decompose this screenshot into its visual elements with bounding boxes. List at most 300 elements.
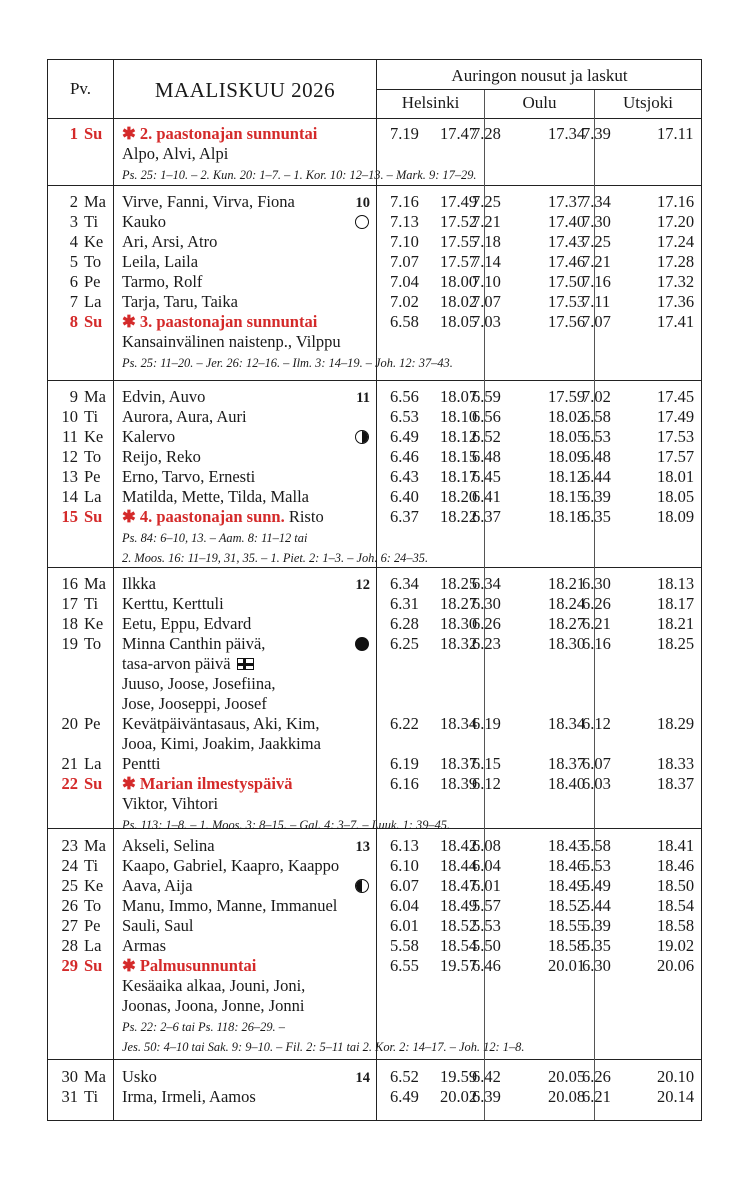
name-day-text: Risto: [284, 507, 324, 526]
name-day-text: [122, 754, 161, 774]
name-day-text: [122, 272, 202, 292]
name-day-text: [122, 467, 255, 487]
sunset-time: 19.02: [657, 936, 695, 955]
sunrise-time: 7.39: [582, 124, 611, 143]
day-number: 25: [61, 876, 78, 895]
holiday-name: [122, 774, 292, 794]
name-day-text: [122, 574, 156, 594]
sunrise-time: 6.26: [582, 1067, 611, 1086]
day-number: 20: [61, 714, 78, 733]
name-text: Virve, Fanni, Virva, Fiona: [122, 192, 295, 211]
last-quarter-moon-icon: [355, 879, 369, 893]
sunrise-time: 7.07: [582, 312, 611, 331]
sunset-time: 18.29: [657, 714, 695, 733]
sunset-time: 18.12: [440, 427, 478, 446]
sunrise-time: 6.07: [390, 876, 419, 895]
sunset-time: 18.34: [548, 714, 586, 733]
name-day-text: [122, 1087, 256, 1107]
sunrise-time: 6.39: [582, 487, 611, 506]
day-of-week: Ma: [84, 192, 106, 211]
sunset-time: 17.36: [657, 292, 695, 311]
day-of-week: To: [84, 252, 102, 271]
sunrise-time: 6.22: [390, 714, 419, 733]
sunset-time: 18.17: [657, 594, 695, 613]
sunset-time: 18.12: [548, 467, 586, 486]
sunrise-time: 5.39: [582, 916, 611, 935]
name-text: Kansainvälinen naistenp., Vilppu: [122, 332, 341, 351]
name-text: Kauko: [122, 212, 166, 231]
sunrise-time: 6.53: [390, 407, 419, 426]
sunset-time: 18.32: [440, 634, 478, 653]
sunset-time: 18.30: [440, 614, 478, 633]
scripture-reference: Jes. 50: 4–10 tai Sak. 9: 9–10. – Fil. 2: 5–11 tai 2. Kor. 2: 14–17. – Joh. 12: 1–8.: [122, 1040, 525, 1054]
sunrise-time: 6.49: [390, 427, 419, 446]
day-number: 28: [61, 936, 78, 955]
name-text: Jooa, Kimi, Joakim, Jaakkima: [122, 734, 321, 753]
holiday-star-icon: ✱: [122, 507, 136, 526]
sunrise-time: 6.13: [390, 836, 419, 855]
sunrise-time: 7.21: [582, 252, 611, 271]
name-day-text: [122, 896, 337, 916]
name-day-text: [122, 876, 193, 896]
sunset-time: 17.34: [548, 124, 586, 143]
sunrise-time: 7.25: [582, 232, 611, 251]
scripture-reference: Ps. 84: 6–10, 13. – Aam. 8: 11–12 tai: [122, 531, 308, 545]
sunset-time: 20.02: [440, 1087, 478, 1106]
sunset-time: 18.05: [657, 487, 695, 506]
sunrise-time: 6.19: [390, 754, 419, 773]
name-day-text: [122, 836, 215, 856]
sunset-time: 18.47: [440, 876, 478, 895]
name-day-text: [122, 407, 247, 427]
name-text: tasa-arvon päivä: [122, 654, 231, 673]
day-of-week: Ti: [84, 594, 99, 613]
sunrise-time: 6.30: [472, 594, 501, 613]
name-text: Usko: [122, 1067, 157, 1086]
sunrise-time: 6.08: [472, 836, 501, 855]
day-number: 29: [61, 956, 78, 975]
scripture-reference: Ps. 25: 1–10. – 2. Kun. 20: 1–7. – 1. Kor. 10: 12–13. – Mark. 9: 17–29.: [122, 168, 477, 182]
name-day-text: [122, 674, 276, 694]
header-divider: [48, 118, 702, 119]
day-number: 21: [61, 754, 78, 773]
sunrise-time: 6.37: [472, 507, 501, 526]
sunrise-time: 6.07: [582, 754, 611, 773]
sunset-time: 18.33: [657, 754, 695, 773]
sunrise-time: 6.52: [472, 427, 501, 446]
sunset-time: 18.37: [548, 754, 586, 773]
sunrise-time: 6.52: [390, 1067, 419, 1086]
sunset-time: 17.53: [657, 427, 695, 446]
holiday-title: 4. paastonajan sunn.: [139, 507, 285, 526]
name-text: Juuso, Joose, Josefiina,: [122, 674, 276, 693]
sunrise-time: 6.48: [582, 447, 611, 466]
name-text: Minna Canthin päivä,: [122, 634, 266, 653]
name-text: Aurora, Aura, Auri: [122, 407, 247, 426]
sunrise-time: 6.48: [472, 447, 501, 466]
name-day-text: [122, 144, 228, 164]
sunrise-time: 6.16: [582, 634, 611, 653]
holiday-title: Marian ilmestyspäivä: [139, 774, 293, 793]
sunrise-time: 7.14: [472, 252, 501, 271]
sunset-time: 17.24: [657, 232, 695, 251]
name-text: Viktor, Vihtori: [122, 794, 219, 813]
sunrise-time: 6.49: [390, 1087, 419, 1106]
sunrise-time: 7.11: [582, 292, 611, 311]
day-of-week: Ma: [84, 1067, 106, 1086]
name-text: Reijo, Reko: [122, 447, 201, 466]
city-utsjoki: Utsjoki: [622, 93, 674, 112]
name-text: Kerttu, Kerttuli: [122, 594, 224, 613]
day-of-week: Ke: [84, 232, 104, 251]
day-number: 8: [69, 312, 78, 331]
name-day-text: [122, 447, 201, 467]
day-of-week: La: [84, 754, 102, 773]
name-day-text: [122, 1067, 157, 1087]
day-of-week: Ti: [84, 407, 99, 426]
day-number: 15: [61, 507, 78, 526]
full-moon-icon: [355, 637, 369, 651]
name-day-text: [122, 614, 251, 634]
sunset-time: 17.55: [440, 232, 478, 251]
name-text: Erno, Tarvo, Ernesti: [122, 467, 256, 486]
sunset-time: 18.27: [440, 594, 478, 613]
sunrise-time: 6.12: [472, 774, 501, 793]
day-of-week: Ti: [84, 856, 99, 875]
sunrise-time: 6.34: [390, 574, 419, 593]
sunset-time: 18.22: [440, 507, 478, 526]
day-of-week: La: [84, 487, 102, 506]
sunset-time: 17.49: [657, 407, 695, 426]
sunset-time: 17.28: [657, 252, 695, 271]
name-day-text: [122, 487, 309, 507]
holiday-name: [122, 507, 324, 527]
sunrise-time: 7.03: [472, 312, 501, 331]
week-number: 14: [355, 1070, 370, 1086]
sunrise-time: 7.28: [472, 124, 501, 143]
col-divider: [376, 60, 377, 1120]
name-day-text: [122, 634, 265, 654]
sunrise-time: 6.26: [472, 614, 501, 633]
day-of-week: Pe: [84, 916, 101, 935]
sunset-time: 17.16: [657, 192, 695, 211]
sunset-time: 17.40: [548, 212, 586, 231]
day-number: 9: [69, 387, 78, 406]
sunset-time: 17.20: [657, 212, 695, 231]
day-of-week: Ma: [84, 574, 106, 593]
name-day-text: [122, 292, 238, 312]
sunset-time: 18.15: [548, 487, 586, 506]
sunrise-time: 6.21: [582, 1087, 611, 1106]
name-text: Edvin, Auvo: [122, 387, 206, 406]
sunrise-time: 6.15: [472, 754, 501, 773]
sunset-time: 17.41: [657, 312, 695, 331]
day-number: 23: [61, 836, 78, 855]
name-text: Kalervo: [122, 427, 176, 446]
day-number: 22: [61, 774, 78, 793]
sunset-time: 19.57: [440, 956, 478, 975]
sunrise-time: 6.34: [472, 574, 501, 593]
holiday-title: 2. paastonajan sunnuntai: [139, 124, 318, 143]
sunset-time: 18.44: [440, 856, 478, 875]
sunrise-time: 6.41: [472, 487, 501, 506]
sunset-time: 18.52: [440, 916, 478, 935]
sun-heading: Auringon nousut ja laskut: [451, 66, 628, 85]
day-of-week: Su: [84, 312, 103, 331]
sunset-time: 19.59: [440, 1067, 478, 1086]
sunrise-time: 5.53: [472, 916, 501, 935]
day-of-week: Su: [84, 124, 103, 143]
sunrise-time: 6.21: [582, 614, 611, 633]
sunrise-time: 6.59: [472, 387, 501, 406]
sunset-time: 20.05: [548, 1067, 586, 1086]
sunset-time: 18.10: [440, 407, 478, 426]
sunset-time: 18.15: [440, 447, 478, 466]
day-number: 4: [69, 232, 78, 251]
day-number: 12: [61, 447, 78, 466]
sunset-time: 18.18: [548, 507, 586, 526]
sunrise-time: 6.30: [582, 574, 611, 593]
sunrise-time: 6.53: [582, 427, 611, 446]
day-of-week: Ke: [84, 427, 104, 446]
week-number: 11: [356, 390, 370, 406]
name-text: Aava, Aija: [122, 876, 193, 895]
holiday-star-icon: ✱: [122, 124, 136, 143]
sunset-time: 18.24: [548, 594, 586, 613]
sunrise-time: 6.31: [390, 594, 419, 613]
sunset-time: 18.50: [657, 876, 695, 895]
day-number: 11: [62, 427, 78, 446]
sunset-time: 18.49: [548, 876, 586, 895]
sunrise-time: 6.42: [472, 1067, 501, 1086]
sunset-time: 20.06: [657, 956, 695, 975]
name-text: Kesäaika alkaa, Jouni, Joni,: [122, 976, 306, 995]
day-of-week: To: [84, 634, 102, 653]
sunset-time: 18.37: [657, 774, 695, 793]
sunrise-time: 7.19: [390, 124, 419, 143]
sunrise-time: 6.55: [390, 956, 419, 975]
sun-heading-divider: [376, 89, 702, 90]
sunset-time: 18.34: [440, 714, 478, 733]
day-number: 3: [69, 212, 78, 231]
col-divider: [113, 60, 114, 1120]
sunset-time: 18.21: [548, 574, 586, 593]
day-of-week: La: [84, 292, 102, 311]
sunset-time: 18.02: [440, 292, 478, 311]
sunset-time: 17.59: [548, 387, 586, 406]
sunrise-time: 7.02: [582, 387, 611, 406]
sunrise-time: 7.16: [582, 272, 611, 291]
sunset-time: 17.43: [548, 232, 586, 251]
moon-shade: [362, 431, 368, 443]
name-day-text: [122, 996, 304, 1016]
sunset-time: 18.01: [657, 467, 695, 486]
day-of-week: Su: [84, 774, 103, 793]
sunset-time: 20.10: [657, 1067, 695, 1086]
name-text: Jose, Jooseppi, Joosef: [122, 694, 267, 713]
sunset-time: 17.57: [440, 252, 478, 271]
sunset-time: 18.07: [440, 387, 478, 406]
sunrise-time: 7.07: [390, 252, 419, 271]
holiday-name: [122, 312, 317, 332]
sunrise-time: 7.10: [472, 272, 501, 291]
page-title: MAALISKUU 2026: [154, 78, 336, 102]
week-number: 10: [355, 195, 370, 211]
holiday-title: Palmusunnuntai: [139, 956, 257, 975]
week-number: 13: [355, 839, 370, 855]
scripture-reference: Ps. 113: 1–8. – 1. Moos. 3: 8–15. – Gal. 4: 3–7. – Luuk. 1: 39–45.: [122, 818, 451, 832]
day-of-week: To: [84, 447, 102, 466]
sunrise-time: 6.56: [472, 407, 501, 426]
sunrise-time: 7.10: [390, 232, 419, 251]
sunrise-time: 7.18: [472, 232, 501, 251]
scripture-reference: Ps. 22: 2–6 tai Ps. 118: 26–29. –: [122, 1020, 285, 1034]
sunrise-time: 6.37: [390, 507, 419, 526]
flag-cross-v: [243, 659, 246, 669]
name-day-text: [122, 332, 341, 352]
sunrise-time: 6.04: [472, 856, 501, 875]
sunrise-time: 6.58: [390, 312, 419, 331]
name-text: Matilda, Mette, Tilda, Malla: [122, 487, 309, 506]
sunrise-time: 5.49: [582, 876, 611, 895]
name-text: Kaapo, Gabriel, Kaapro, Kaappo: [122, 856, 340, 875]
name-day-text: [122, 387, 205, 407]
sunset-time: 18.37: [440, 754, 478, 773]
sunset-time: 17.47: [440, 124, 478, 143]
sunrise-time: 6.16: [390, 774, 419, 793]
sunset-time: 18.39: [440, 774, 478, 793]
sunset-time: 18.09: [548, 447, 586, 466]
name-text: Leila, Laila: [122, 252, 199, 271]
sunset-time: 18.25: [657, 634, 695, 653]
sunset-time: 18.58: [657, 916, 695, 935]
day-number: 17: [61, 594, 78, 613]
sunrise-time: 6.58: [582, 407, 611, 426]
sunrise-time: 6.03: [582, 774, 611, 793]
week-separator: [48, 1059, 702, 1060]
holiday-star-icon: ✱: [122, 774, 136, 793]
sunset-time: 20.14: [657, 1087, 695, 1106]
sunrise-time: 5.53: [582, 856, 611, 875]
day-number: 18: [61, 614, 78, 633]
day-of-week: Ke: [84, 876, 104, 895]
holiday-star-icon: ✱: [122, 312, 136, 331]
finnish-flag-icon: [237, 658, 254, 670]
name-day-text: [122, 192, 295, 212]
day-of-week: Ma: [84, 836, 106, 855]
day-of-week: Ti: [84, 212, 99, 231]
day-number: 31: [61, 1087, 78, 1106]
day-number: 6: [69, 272, 78, 291]
sunrise-time: 7.21: [472, 212, 501, 231]
sunset-time: 18.13: [657, 574, 695, 593]
day-number: 30: [61, 1067, 78, 1086]
sunrise-time: 5.57: [472, 896, 501, 915]
sunset-time: 17.52: [440, 212, 478, 231]
name-day-text: [122, 252, 198, 272]
holiday-title: 3. paastonajan sunnuntai: [139, 312, 318, 331]
name-day-text: [122, 936, 166, 956]
city-helsinki: Helsinki: [401, 93, 460, 112]
name-text: Akseli, Selina: [122, 836, 215, 855]
sunrise-time: 7.02: [390, 292, 419, 311]
sunset-time: 20.01: [548, 956, 586, 975]
day-number: 10: [61, 407, 78, 426]
name-day-text: [122, 976, 305, 996]
sunrise-time: 6.46: [390, 447, 419, 466]
sunrise-time: 6.56: [390, 387, 419, 406]
sunset-time: 18.52: [548, 896, 586, 915]
week-separator: [48, 380, 702, 381]
name-text: Tarmo, Rolf: [122, 272, 203, 291]
sunset-time: 18.55: [548, 916, 586, 935]
sunrise-time: 6.26: [582, 594, 611, 613]
scripture-reference: Ps. 25: 11–20. – Jer. 26: 12–16. – Ilm. 3: 14–19. – Joh. 12: 37–43.: [122, 356, 453, 370]
holiday-name: [122, 124, 317, 144]
day-number: 1: [69, 124, 78, 143]
name-text: Kevätpäiväntasaus, Aki, Kim,: [122, 714, 320, 733]
city-oulu: Oulu: [522, 93, 557, 112]
sunset-time: 18.30: [548, 634, 586, 653]
day-number: 27: [61, 916, 78, 935]
sunset-time: 17.45: [657, 387, 695, 406]
sunrise-time: 5.50: [472, 936, 501, 955]
day-of-week: Su: [84, 507, 103, 526]
sunset-time: 18.17: [440, 467, 478, 486]
sunset-time: 18.09: [657, 507, 695, 526]
name-day-text: [122, 594, 224, 614]
sunset-time: 17.56: [548, 312, 586, 331]
sunrise-time: 5.58: [582, 836, 611, 855]
sunset-time: 17.57: [657, 447, 695, 466]
sunset-time: 18.21: [657, 614, 695, 633]
sunset-time: 18.02: [548, 407, 586, 426]
name-day-text: [122, 654, 254, 674]
day-of-week: La: [84, 936, 102, 955]
name-day-text: [122, 856, 339, 876]
name-text: Armas: [122, 936, 166, 955]
sunrise-time: 6.30: [582, 956, 611, 975]
sunset-time: 17.37: [548, 192, 586, 211]
day-number: 24: [61, 856, 78, 875]
sunrise-time: 6.04: [390, 896, 419, 915]
name-text: Eetu, Eppu, Edvard: [122, 614, 252, 633]
day-number: 19: [61, 634, 78, 653]
first-quarter-moon-icon: [355, 430, 369, 444]
name-text: Alpo, Alvi, Alpi: [122, 144, 229, 163]
sunset-time: 18.00: [440, 272, 478, 291]
new-moon-icon: [355, 215, 369, 229]
sunrise-time: 7.13: [390, 212, 419, 231]
sunrise-time: 6.40: [390, 487, 419, 506]
holiday-star-icon: ✱: [122, 956, 136, 975]
sunrise-time: 6.01: [390, 916, 419, 935]
day-of-week: Pe: [84, 714, 101, 733]
sunset-time: 18.54: [440, 936, 478, 955]
day-of-week: Ke: [84, 614, 104, 633]
day-of-week: Su: [84, 956, 103, 975]
name-day-text: [122, 232, 217, 252]
name-text: Manu, Immo, Manne, Immanuel: [122, 896, 338, 915]
sunrise-time: 6.23: [472, 634, 501, 653]
day-number: 26: [61, 896, 78, 915]
sunrise-time: 6.39: [472, 1087, 501, 1106]
sunrise-time: 5.35: [582, 936, 611, 955]
day-number: 13: [61, 467, 78, 486]
sunrise-time: 7.04: [390, 272, 419, 291]
name-day-text: [122, 427, 175, 447]
day-of-week: Ti: [84, 1087, 99, 1106]
